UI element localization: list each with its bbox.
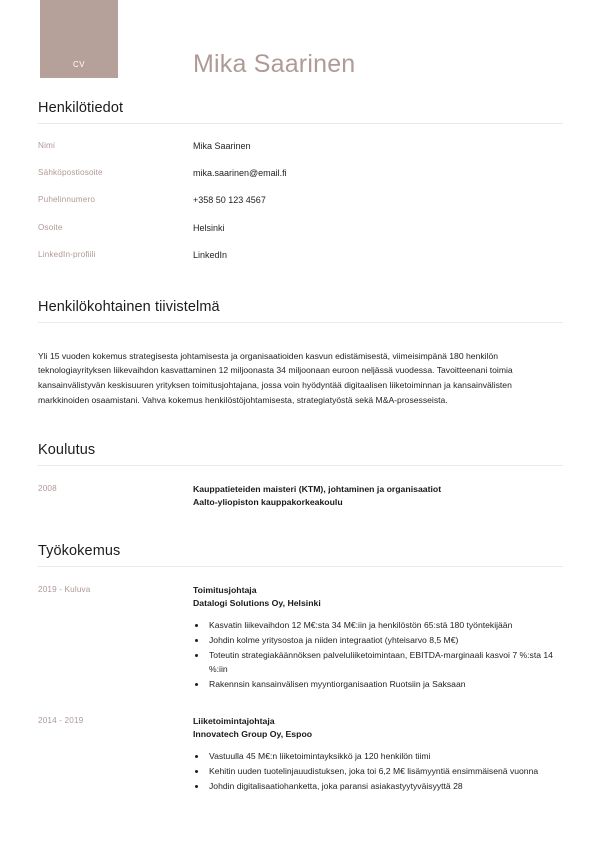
personal-info-list: [38, 124, 563, 261]
section-title-experience: Työkokemus: [38, 543, 121, 560]
experience-body: [193, 715, 563, 795]
education-degree: Kauppatieteiden maisteri (KTM), johtaminen ja organisaatiot: [193, 484, 442, 495]
education-entry: [38, 483, 563, 509]
info-label: Osoite: [38, 222, 63, 232]
info-row: [38, 141, 563, 153]
cv-logo-box: [40, 0, 118, 78]
bullet-item: • Kasvatin liikevaihdon 12 M€:sta 34 M€:iin ja henkilöstön 65:stä 180 työntekijään: [207, 619, 563, 633]
section-title-summary: Henkilökohtainen tiivistelmä: [38, 298, 220, 315]
info-row: [38, 250, 563, 262]
info-value: +358 50 123 4567: [193, 195, 266, 206]
section-title-personal-info: Henkilötiedot: [38, 100, 124, 116]
experience-entry: [38, 715, 563, 795]
info-label: Puhelinnumero: [38, 195, 96, 205]
info-label: LinkedIn-profiili: [38, 249, 96, 259]
bullet-item: • Vastuulla 45 M€:n liiketoimintayksikkö ja 120 henkilön tiimi: [207, 750, 563, 764]
bullet-item: • Rakennsin kansainvälisen myyntiorganisaation Ruotsiin ja Saksaan: [207, 678, 563, 692]
cv-header: [0, 0, 600, 100]
experience-bullets: [193, 750, 563, 794]
education-body: [193, 483, 563, 509]
education-school: Aalto-yliopiston kauppakorkeakoulu: [193, 497, 343, 508]
experience-body: [193, 584, 563, 693]
section-personal-info: [0, 100, 600, 261]
section-title-education: Koulutus: [38, 442, 96, 459]
experience-job-title: Liiketoimintajohtaja: [193, 716, 275, 727]
info-label: Sähköpostiosoite: [38, 168, 103, 178]
experience-bullets: [193, 619, 563, 692]
info-value: mika.saarinen@email.fi: [193, 168, 287, 179]
experience-list: [38, 567, 563, 795]
section-summary: [0, 299, 600, 408]
info-row: [38, 168, 563, 180]
cv-logo-label: CV: [73, 60, 85, 69]
bullet-item: • Johdin digitalisaatiohanketta, joka paransi asiakastyytyväisyyttä 28: [207, 780, 563, 794]
education-period: 2008: [38, 484, 57, 494]
linkedin-value[interactable]: LinkedIn: [193, 249, 228, 260]
experience-period: 2014 - 2019: [38, 716, 84, 726]
section-experience: [0, 543, 600, 795]
summary-text: Yli 15 vuoden kokemus strategisesta johtamisesta ja organisaatioiden kasvun edistämisestä, viimeisimpänä 180 henkilön teknologiayrityksen liikevaihdon kasvattaminen 12 miljoonasta 34 miljoonaan euroon neljässä vuodessa. Tavoitteenani toimia kansainvälistyvän keskisuuren yrityksen toimitusjohtajana, jossa voin hyödyntää digitaalisen liiketoiminnan ja kansainvälisten markkinoiden osaamistani. Vahva kokemus henkilöstöjohtamisesta, strategiatyöstä sekä M&A-prosesseista.: [38, 350, 513, 405]
experience-company: Datalogi Solutions Oy, Helsinki: [193, 598, 321, 609]
info-label: Nimi: [38, 141, 55, 150]
section-education: [0, 442, 600, 509]
divider: [38, 322, 563, 323]
page-title: Mika Saarinen: [193, 50, 356, 78]
info-value: Helsinki: [193, 222, 225, 233]
bullet-item: • Johdin kolme yritysostoa ja niiden integraatiot (yhteisarvo 8,5 M€): [207, 634, 563, 648]
bullet-item: • Toteutin strategiakäännöksen palveluliiketoimintaan, EBITDA-marginaali kasvoi 7 %:sta 14 %:iin: [207, 649, 563, 677]
experience-period: 2019 - Kuluva: [38, 585, 91, 595]
info-value: Mika Saarinen: [193, 141, 251, 151]
experience-company: Innovatech Group Oy, Espoo: [193, 729, 313, 740]
education-list: [38, 466, 563, 509]
experience-job-title: Toimitusjohtaja: [193, 585, 257, 596]
info-row: [38, 223, 563, 235]
bullet-item: • Kehitin uuden tuotelinjauudistuksen, joka toi 6,2 M€ lisämyyntiä ensimmäisenä vuonna: [207, 765, 563, 779]
info-row: [38, 195, 563, 207]
experience-entry: [38, 584, 563, 693]
